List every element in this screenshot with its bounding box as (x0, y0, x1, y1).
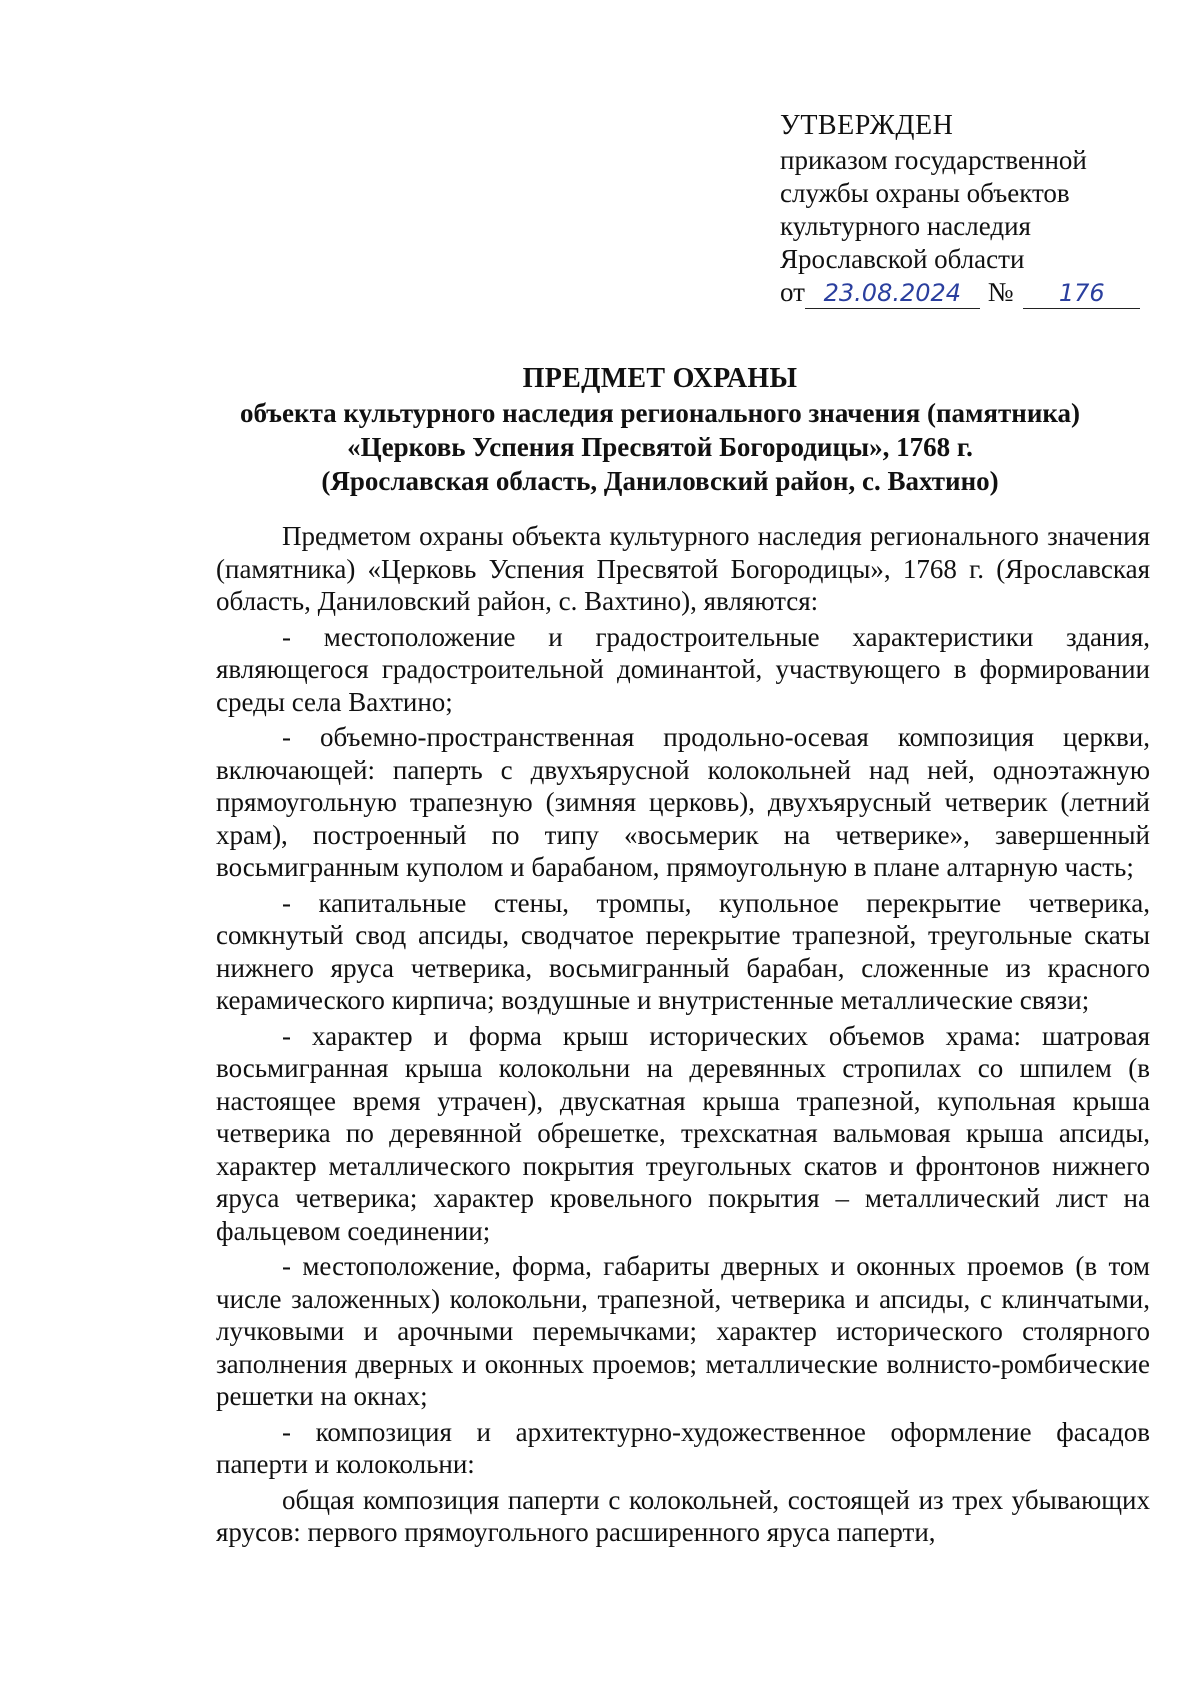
body-paragraph: - капитальные стены, тромпы, купольное перекрытие четверика, сомкнутый свод апсиды, сводчатое перекрытие трапезной, треугольные скаты нижнего яруса четверика, восьмигранный барабан, сложенные из красного керамического кирпича; воздушные и внутристенные металлические связи; (216, 887, 1150, 1015)
order-date-number-line (780, 276, 1140, 309)
document-body (216, 520, 1150, 1552)
body-paragraph: Предметом охраны объекта культурного наследия регионального значения (памятника) «Церковь Успения Пресвятой Богородицы», 1768 г. (Ярославская область, Даниловский район, с. Вахтино), являются: (216, 521, 1150, 616)
body-paragraph: - характер и форма крыш исторических объемов храма: шатровая восьмигранная крыша колокольни на деревянных стропилах со шпилем (в настоящее время утрачен), двускатная крыша трапезной, купольная крыша четверика по деревянной обрешетке, трехскатная вальмовая крыша апсиды, характер металлического покрытия треугольных скатов и фронтонов нижнего яруса четверика; характер кровельного покрытия – металлический лист на фальцевом соединении; (216, 1020, 1150, 1246)
body-paragraph: - местоположение, форма, габариты дверных и оконных проемов (в том числе заложенных) колокольни, трапезной, четверика и апсиды, с клинчатыми, лучковыми и арочными перемычками; характер исторического столярного заполнения дверных и оконных проемов; металлические волнисто-ромбические решетки на окнах; (216, 1251, 1150, 1411)
approval-line: Ярославской области (780, 244, 1025, 274)
heading-line: (Ярославская область, Даниловский район, с. Вахтино) (321, 466, 999, 496)
approval-stamp-block (780, 108, 1140, 309)
body-paragraph: - композиция и архитектурно-художественное оформление фасадов паперти и колокольни: (216, 1416, 1150, 1479)
heading-line: объекта культурного наследия регионального значения (памятника) (239, 398, 1081, 428)
approval-line: службы охраны объектов (780, 178, 1070, 208)
heading-line: «Церковь Успения Пресвятой Богородицы», 1768 г. (347, 432, 973, 462)
approval-line: приказом государственной (780, 145, 1087, 175)
handwritten-number: 176 (1023, 278, 1140, 309)
approval-line: культурного наследия (780, 211, 1031, 241)
body-paragraph: - объемно-пространственная продольно-осевая композиция церкви, включающей: паперть с двухъярусной колокольней над ней, одноэтажную прямоугольную трапезную (зимняя церковь), двухъярусный четверик (летний храм), построенный по типу «восьмерик на четверике», завершенный восьмигранным куполом и барабаном, прямоугольную в плане алтарную часть; (216, 722, 1150, 882)
handwritten-date: 23.08.2024 (805, 278, 980, 309)
date-prefix: от (780, 277, 805, 307)
number-sign: № (987, 277, 1014, 307)
approval-title: УТВЕРЖДЕН (780, 110, 954, 141)
document-title: ПРЕДМЕТ ОХРАНЫ (522, 363, 798, 394)
body-paragraph: общая композиция паперти с колокольней, состоящей из трех убывающих ярусов: первого прямоугольного расширенного яруса паперти, (216, 1484, 1150, 1547)
document-heading (200, 362, 1120, 498)
body-paragraph: - местоположение и градостроительные характеристики здания, являющегося градостроительной доминантой, участвующего в формировании среды села Вахтино; (216, 621, 1150, 717)
